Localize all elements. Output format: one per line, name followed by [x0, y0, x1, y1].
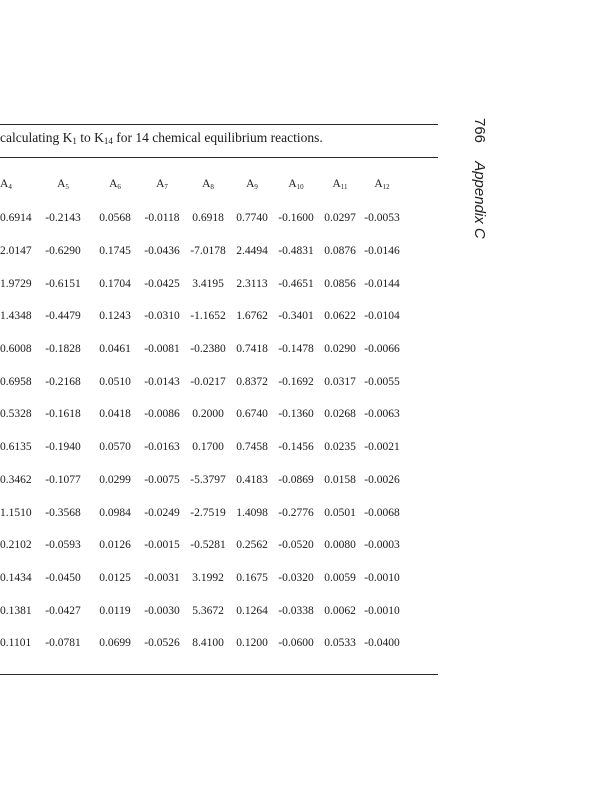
table-cell: -0.2776: [278, 506, 314, 519]
table-cell: 0.0235: [324, 441, 356, 454]
table-cell: -0.0593: [45, 539, 81, 552]
table-cell: -0.1618: [45, 408, 81, 421]
table-cell: -0.0075: [144, 473, 180, 486]
table-cell: -0.0450: [45, 571, 81, 584]
table-row: [0, 627, 404, 660]
table-cell: -0.1940: [45, 441, 81, 454]
table-cell: 0.2562: [236, 539, 268, 552]
table-cell: 0.1243: [99, 310, 131, 323]
table-cell: 0.8372: [236, 375, 268, 388]
table-cell: -0.2143: [45, 212, 81, 225]
table-bottom-rule: [0, 674, 438, 675]
table-cell: -0.0600: [278, 637, 314, 650]
table-cell: 0.1745: [99, 245, 131, 258]
table-cell: 0.0126: [99, 539, 131, 552]
table-cell: 0.7740: [236, 212, 268, 225]
table-cell: 0.0510: [99, 375, 131, 388]
table-cell: 0.0570: [99, 441, 131, 454]
table-cell: -0.0320: [278, 571, 314, 584]
table-cell: 2.0147: [0, 245, 32, 258]
table-cell: -0.0015: [144, 539, 180, 552]
table-cell: -0.3401: [278, 310, 314, 323]
column-header: $A_4$: [0, 177, 12, 191]
table-cell: -0.1692: [278, 375, 314, 388]
table-cell: -2.7519: [190, 506, 226, 519]
table-row: [0, 431, 404, 464]
table-cell: -0.0068: [364, 506, 400, 519]
table-cell: -0.0063: [364, 408, 400, 421]
table-cell: 2.3113: [236, 277, 268, 290]
table-cell: -0.0118: [144, 212, 180, 225]
table-cell: 0.0299: [99, 473, 131, 486]
table-row: [0, 202, 404, 235]
table-cell: 0.0856: [324, 277, 356, 290]
table-cell: -0.1478: [278, 343, 314, 356]
table-cell: 0.6918: [192, 212, 224, 225]
table-row: [0, 398, 404, 431]
table-cell: 1.6762: [236, 310, 268, 323]
section-title: Appendix C: [471, 161, 488, 239]
table-cell: -0.0781: [45, 637, 81, 650]
table-cell: -0.0143: [144, 375, 180, 388]
table-cell: -0.0081: [144, 343, 180, 356]
table-cell: 0.6914: [0, 212, 32, 225]
table-cell: -0.0869: [278, 473, 314, 486]
table-cell: 0.2102: [0, 539, 32, 552]
table-cell: 0.1675: [236, 571, 268, 584]
table-cell: 0.6008: [0, 343, 32, 356]
table-cell: -0.1828: [45, 343, 81, 356]
table-cell: -0.0066: [364, 343, 400, 356]
table-cell: 0.0501: [324, 506, 356, 519]
table-cell: 1.9729: [0, 277, 32, 290]
table-cell: -0.0217: [190, 375, 226, 388]
column-header: $A_{11}$: [332, 177, 348, 191]
table-cell: 0.0119: [99, 604, 131, 617]
table-cell: 0.0268: [324, 408, 356, 421]
table-cell: -0.2380: [190, 343, 226, 356]
table-cell: -7.0178: [190, 245, 226, 258]
table-cell: -0.4651: [278, 277, 314, 290]
table-cell: 0.0461: [99, 343, 131, 356]
table-cell: -0.6290: [45, 245, 81, 258]
table-cell: 1.4348: [0, 310, 32, 323]
table-cell: -0.0086: [144, 408, 180, 421]
table-cell: -0.0010: [364, 604, 400, 617]
table-cell: 0.0125: [99, 571, 131, 584]
table-cell: -0.2168: [45, 375, 81, 388]
table-cell: 0.1200: [236, 637, 268, 650]
table-cell: 0.0568: [99, 212, 131, 225]
column-header: $A_{12}$: [374, 177, 390, 191]
table-cell: 0.0059: [324, 571, 356, 584]
table-row: [0, 300, 404, 333]
table-cell: -0.4479: [45, 310, 81, 323]
table-cell: -0.5281: [190, 539, 226, 552]
table-cell: -5.3797: [190, 473, 226, 486]
table-cell: 0.6135: [0, 441, 32, 454]
table-cell: -0.0425: [144, 277, 180, 290]
table-cell: -0.4831: [278, 245, 314, 258]
column-header: $A_8$: [202, 177, 214, 191]
table-cell: 0.6958: [0, 375, 32, 388]
running-header: [458, 118, 488, 268]
table-cell: -0.1600: [278, 212, 314, 225]
table-cell: 3.1992: [192, 571, 224, 584]
table-row: [0, 267, 404, 300]
table-cell: 0.0622: [324, 310, 356, 323]
table-row: [0, 464, 404, 497]
table-top-rule: [0, 124, 438, 125]
table-cell: 0.7418: [236, 343, 268, 356]
table-cell: -0.0526: [144, 637, 180, 650]
table-cell: 0.0533: [324, 637, 356, 650]
table-cell: 0.0876: [324, 245, 356, 258]
table-cell: 0.0699: [99, 637, 131, 650]
table-cell: 8.4100: [192, 637, 224, 650]
table-cell: 0.0062: [324, 604, 356, 617]
table-cell: 2.4494: [236, 245, 268, 258]
column-header: $A_6$: [109, 177, 121, 191]
coefficients-table: [0, 166, 404, 660]
header-row: [0, 166, 404, 202]
table-cell: 0.0984: [99, 506, 131, 519]
table-cell: 0.4183: [236, 473, 268, 486]
table-cell: -0.0003: [364, 539, 400, 552]
table-cell: 0.1264: [236, 604, 268, 617]
table-cell: 0.0290: [324, 343, 356, 356]
column-header: $A_9$: [246, 177, 258, 191]
table-cell: 0.1434: [0, 571, 32, 584]
table-row: [0, 235, 404, 268]
table-cell: -0.0030: [144, 604, 180, 617]
table-cell: 0.0080: [324, 539, 356, 552]
table-cell: -1.1652: [190, 310, 226, 323]
table-cell: 3.4195: [192, 277, 224, 290]
table-cell: -0.0520: [278, 539, 314, 552]
table-cell: 0.5328: [0, 408, 32, 421]
table-cell: -0.0010: [364, 571, 400, 584]
column-header: $A_5$: [57, 177, 69, 191]
table-cell: -0.0104: [364, 310, 400, 323]
table-cell: -0.0400: [364, 637, 400, 650]
table-cell: -0.0146: [364, 245, 400, 258]
column-header: $A_7$: [156, 177, 168, 191]
table-cell: -0.0021: [364, 441, 400, 454]
table-cell: -0.0436: [144, 245, 180, 258]
table-row: [0, 594, 404, 627]
table-cell: 0.1704: [99, 277, 131, 290]
table-body: [0, 202, 404, 660]
table-cell: -0.0031: [144, 571, 180, 584]
table-cell: -0.0163: [144, 441, 180, 454]
table-cell: 0.0418: [99, 408, 131, 421]
table-caption: calculating $K_1$ to $K_{14}$ for 14 chemical equilibrium reactions.: [0, 130, 323, 146]
table-row: [0, 496, 404, 529]
table-cell: 5.3672: [192, 604, 224, 617]
table-cell: -0.0338: [278, 604, 314, 617]
table-cell: 0.6740: [236, 408, 268, 421]
table-cell: -0.0249: [144, 506, 180, 519]
column-header: $A_{10}$: [288, 177, 304, 191]
table-cell: -0.0053: [364, 212, 400, 225]
table-cell: -0.1456: [278, 441, 314, 454]
table-cell: -0.0055: [364, 375, 400, 388]
table-cell: -0.1077: [45, 473, 81, 486]
table-cell: -0.0427: [45, 604, 81, 617]
table-cell: -0.6151: [45, 277, 81, 290]
table-cell: 0.1101: [0, 637, 32, 650]
table-row: [0, 333, 404, 366]
table-row: [0, 562, 404, 595]
table-cell: 0.0317: [324, 375, 356, 388]
page-number: 766: [471, 118, 488, 144]
table-cell: 1.4098: [236, 506, 268, 519]
table-cell: 0.0297: [324, 212, 356, 225]
table-cell: 0.1700: [192, 441, 224, 454]
table-cell: -0.0144: [364, 277, 400, 290]
table-cell: 0.1381: [0, 604, 32, 617]
table-cell: -0.0026: [364, 473, 400, 486]
table-row: [0, 529, 404, 562]
table-cell: 0.2000: [192, 408, 224, 421]
table-cell: -0.0310: [144, 310, 180, 323]
table-cell: 0.3462: [0, 473, 32, 486]
table-cell: -0.3568: [45, 506, 81, 519]
table-header-rule: [0, 157, 438, 158]
table-cell: 0.0158: [324, 473, 356, 486]
table-cell: -0.1360: [278, 408, 314, 421]
table-cell: 1.1510: [0, 506, 32, 519]
table-cell: 0.7458: [236, 441, 268, 454]
table-row: [0, 365, 404, 398]
